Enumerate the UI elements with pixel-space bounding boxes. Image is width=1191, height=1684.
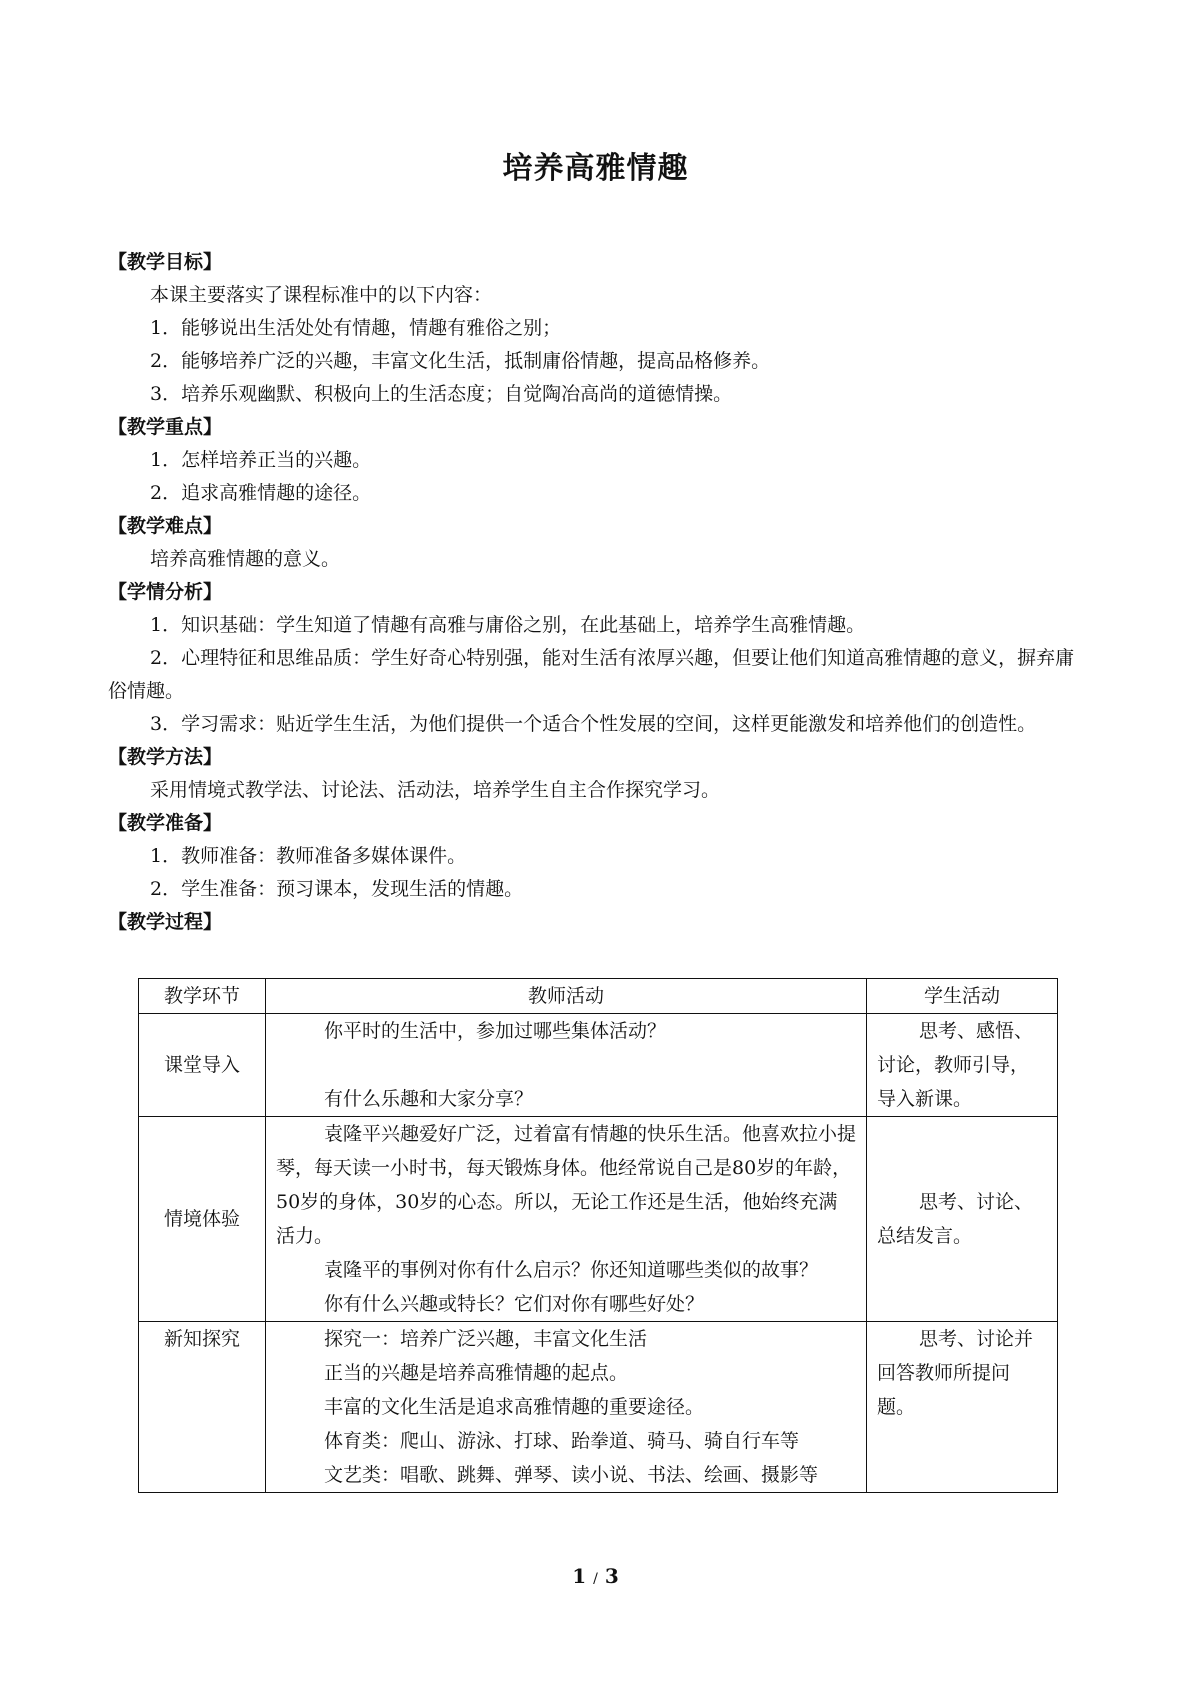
section-heading-difficulties: 【教学难点】	[108, 515, 223, 537]
student-activity-cell	[867, 1117, 1058, 1322]
page-title: 培养高雅情趣	[502, 151, 689, 186]
section-heading-process: 【教学过程】	[108, 911, 223, 933]
teacher-activity-line: 袁隆平兴趣爱好广泛，过着富有情趣的快乐生活。他喜欢拉小提琴，每天读一小时书，每天锻炼身体。他经常说自己是80岁的年龄，50岁的身体，30岁的心态。所以，无论工作还是生活，他始终充满活力。	[276, 1123, 857, 1247]
table-header-cell: 学生活动	[867, 979, 1058, 1014]
analysis-item: 1．知识基础：学生知道了情趣有高雅与庸俗之别，在此基础上，培养学生高雅情趣。	[150, 614, 866, 636]
section-heading-methods: 【教学方法】	[108, 746, 223, 768]
page-separator: /	[593, 1571, 598, 1587]
goals-item: 3．培养乐观幽默、积极向上的生活态度；自觉陶冶高尚的道德情操。	[150, 383, 733, 405]
goals-intro: 本课主要落实了课程标准中的以下内容：	[150, 284, 493, 306]
teacher-activity-line: 文艺类：唱歌、跳舞、弹琴、读小说、书法、绘画、摄影等	[324, 1464, 819, 1486]
teacher-activity-line: 探究一：培养广泛兴趣，丰富文化生活	[324, 1328, 648, 1350]
key-point-item: 1．怎样培养正当的兴趣。	[150, 449, 372, 471]
table-row	[139, 1322, 1058, 1493]
teacher-activity-line: 丰富的文化生活是追求高雅情趣的重要途径。	[324, 1396, 705, 1418]
student-activity-text: 思考、感悟、讨论，教师引导，导入新课。	[877, 1020, 1034, 1110]
analysis-item: 3．学习需求：贴近学生生活，为他们提供一个适合个性发展的空间，这样更能激发和培养他们的创造性。	[150, 713, 1037, 735]
teacher-activity-cell	[266, 1117, 867, 1322]
teacher-activity-line: 袁隆平的事例对你有什么启示？你还知道哪些类似的故事？	[324, 1259, 819, 1281]
current-page: 1	[572, 1564, 587, 1588]
teacher-activity-line: 正当的兴趣是培养高雅情趣的起点。	[324, 1362, 629, 1384]
section-heading-goals: 【教学目标】	[108, 251, 223, 273]
section-heading-preparation: 【教学准备】	[108, 812, 223, 834]
stage-cell: 新知探究	[139, 1322, 266, 1493]
key-point-item: 2．追求高雅情趣的途径。	[150, 482, 372, 504]
teacher-activity-line: 体育类：爬山、游泳、打球、跆拳道、骑马、骑自行车等	[324, 1430, 800, 1452]
teacher-activity-line: 你有什么兴趣或特长？它们对你有哪些好处？	[324, 1293, 705, 1315]
student-activity-text: 思考、讨论并回答教师所提问题。	[877, 1328, 1034, 1418]
goals-item: 2．能够培养广泛的兴趣，丰富文化生活，抵制庸俗情趣，提高品格修养。	[150, 350, 771, 372]
section-heading-key-points: 【教学重点】	[108, 416, 223, 438]
table-row	[139, 1117, 1058, 1322]
document-body	[108, 246, 1084, 939]
teaching-process-table	[138, 978, 1058, 1493]
section-heading-analysis: 【学情分析】	[108, 581, 223, 603]
student-activity-cell	[867, 1322, 1058, 1493]
teacher-activity-cell	[266, 1322, 867, 1493]
preparation-item: 2．学生准备：预习课本，发现生活的情趣。	[150, 878, 524, 900]
student-activity-text: 思考、讨论、总结发言。	[877, 1191, 1034, 1247]
teacher-activity-cell	[266, 1014, 867, 1117]
teacher-activity-line: 你平时的生活中，参加过哪些集体活动？	[324, 1020, 667, 1042]
table-header-row	[139, 979, 1058, 1014]
stage-cell: 情境体验	[139, 1117, 266, 1322]
preparation-item: 1．教师准备：教师准备多媒体课件。	[150, 845, 467, 867]
student-activity-cell	[867, 1014, 1058, 1117]
table-row	[139, 1014, 1058, 1117]
methods-text: 采用情境式教学法、讨论法、活动法，培养学生自主合作探究学习。	[150, 779, 721, 801]
goals-item: 1．能够说出生活处处有情趣，情趣有雅俗之别；	[150, 317, 562, 339]
page-number	[0, 1564, 1191, 1588]
table-header-cell: 教师活动	[266, 979, 867, 1014]
total-pages: 3	[604, 1564, 619, 1588]
teacher-activity-line: 有什么乐趣和大家分享？	[324, 1088, 534, 1110]
analysis-item: 2．心理特征和思维品质：学生好奇心特别强，能对生活有浓厚兴趣，但要让他们知道高雅情趣的意义，摒弃庸俗情趣。	[108, 647, 1075, 702]
table-header-cell: 教学环节	[139, 979, 266, 1014]
difficulties-text: 培养高雅情趣的意义。	[150, 548, 341, 570]
stage-cell: 课堂导入	[139, 1014, 266, 1117]
